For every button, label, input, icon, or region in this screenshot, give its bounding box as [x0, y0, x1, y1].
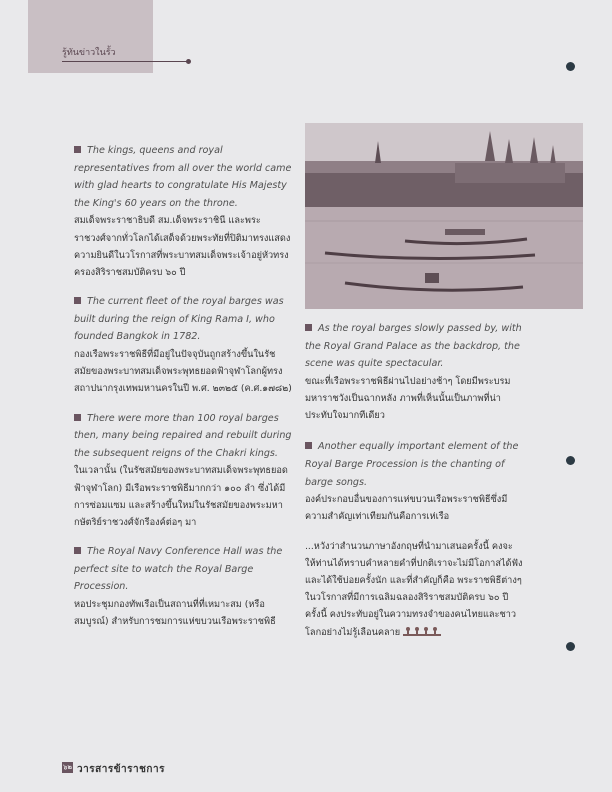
section-title: รู้ทันข่าวในรั้ว: [62, 48, 116, 58]
margin-dot: [566, 642, 575, 651]
text-en: As the royal barges slowly passed by, with the Royal Grand Palace as the backdrop, the scene was quite spectacular.: [305, 323, 522, 370]
margin-dot: [566, 62, 575, 71]
bullet-square-icon: [74, 547, 81, 554]
text-en: There were more than 100 royal barges then, many being repaired and rebuilt during the subsequent reigns of the Chakri kings.: [74, 412, 292, 459]
header-dot: [186, 59, 191, 64]
text-en: The current fleet of the royal barges was built during the reign of King Rama I, who founded Bangkok in 1782.: [74, 296, 284, 343]
rowers-ornament-icon: [403, 626, 441, 636]
paragraph-en: [305, 320, 523, 373]
bullet-square-icon: [74, 297, 81, 304]
margin-dot: [566, 456, 575, 465]
bullet-square-icon: [305, 442, 312, 449]
bullet-square-icon: [74, 146, 81, 153]
header-box: [28, 0, 153, 73]
text-en: The kings, queens and royal representatives from all over the world came with glad hearts to congratulate His Majesty the King's 60 years on the throne.: [74, 145, 292, 209]
magazine-name: วารสารข้าราชการ: [77, 764, 165, 775]
paragraph-en: [74, 142, 292, 212]
paragraph-en: [305, 438, 523, 491]
bullet-square-icon: [74, 414, 81, 421]
paragraph-th: องค์ประกอบอื่นของการแห่ขบวนเรือพระราชพิธีซึ่งมีความสำคัญเท่าเทียมกันคือการเห่เรือ: [305, 494, 508, 523]
paragraph-th: หอประชุมกองทัพเรือเป็นสถานที่ที่เหมาะสม (หรือสมบูรณ์) สำหรับการชมการแห่ขบวนเรือพระราชพิธี: [74, 598, 276, 628]
closing-text: ...หวังว่าสำนวนภาษาอังกฤษที่นำมาเสนอครั้งนี้ คงจะให้ท่านได้ทราบคำหลายคำที่ปกติเราจะไม่มีโอกาสได้ฟังและได้ใช้บ่อยครั้งนัก และที่สำคัญก็คือ พระราชพิธีต่างๆ ในวโรกาสที่มีการเฉลิมฉลองสิริราชสมบัติครบ ๖๐ ปีครั้งนี้ คงประทับอยู่ในความทรงจำของคนไทยและชาวโลกอย่างไม่รู้เลือนคลาย: [305, 540, 523, 638]
page-number: ๖๒: [62, 763, 73, 771]
paragraph-th: ขณะที่เรือพระราชพิธีผ่านไปอย่างช้าๆ โดยมีพระบรมมหาราชวังเป็นฉากหลัง ภาพที่เห็นนั้นเป็นภาพที่น่าประทับใจมากทีเดียว: [305, 375, 511, 422]
closing-paragraph: [305, 538, 523, 641]
paragraph-en: [74, 293, 292, 346]
paragraph-en: [74, 410, 292, 463]
royal-barge-photo: [305, 123, 583, 309]
bullet-square-icon: [305, 324, 312, 331]
paragraph-en: [74, 543, 292, 596]
paragraph-th: กองเรือพระราชพิธีที่มีอยู่ในปัจจุบันถูกสร้างขึ้นในรัชสมัยของพระบาทสมเด็จพระพุทธยอดฟ้าจุฬาโลกผู้ทรงสถาปนากรุงเทพมหานครในปี พ.ศ. ๒๓๒๕ (ค.ศ.๑๗๘๒): [74, 348, 292, 395]
paragraph-th: สมเด็จพระราชาธิบดี สม.เด็จพระราชินี และพระราชวงศ์จากทั่วโลกได้เสด็จด้วยพระทัยที่ปิติมาทรงแสดงความยินดีในวโรกาสที่พระบาทสมเด็จพระเจ้าอยู่หัวทรงครองสิริราชสมบัติครบ ๖๐ ปี: [74, 215, 291, 278]
paragraph-th: ในเวลานั้น (ในรัชสมัยของพระบาทสมเด็จพระพุทธยอดฟ้าจุฬาโลก) มีเรือพระราชพิธีมากกว่า ๑๐๐ ลำ ซึ่งได้มีการซ่อมแซม และสร้างขึ้นใหม่ในรัชสมัยของพระมหากษัตริย์ราชวงศ์จักรีองค์ต่อๆ มา: [74, 465, 288, 528]
right-column: [305, 320, 523, 643]
header-rule: [62, 61, 188, 62]
left-column: [74, 142, 292, 632]
text-en: The Royal Navy Conference Hall was the perfect site to watch the Royal Barge Procession.: [74, 546, 283, 593]
text-en: Another equally important element of the Royal Barge Procession is the chanting of barge songs.: [305, 441, 519, 488]
